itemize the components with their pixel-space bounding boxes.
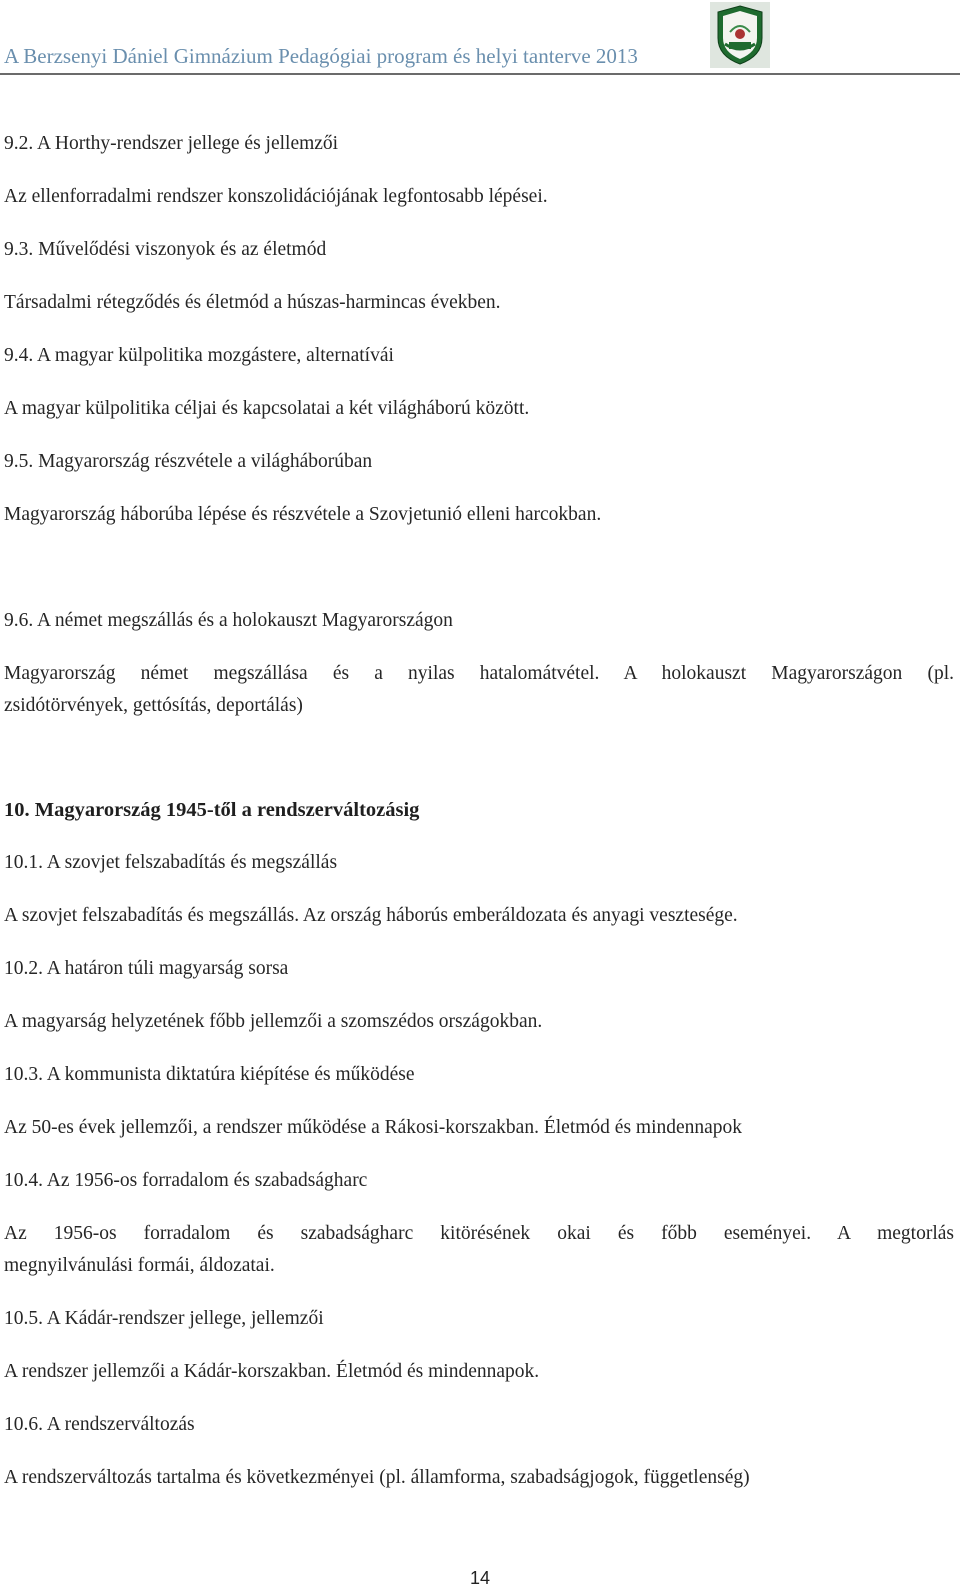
- section-9-5-title: 9.5. Magyarország részvétele a világháborúban: [4, 451, 373, 472]
- section-10-1-title: 10.1. A szovjet felszabadítás és megszállás: [4, 852, 338, 873]
- section-9-6-title: 9.6. A német megszállás és a holokauszt Magyarországon: [4, 610, 453, 631]
- section-9-4-text: A magyar külpolitika céljai és kapcsolatai a két világháború között.: [4, 398, 530, 419]
- section-10-3-title: 10.3. A kommunista diktatúra kiépítése és működése: [4, 1064, 415, 1085]
- section-9-5-text: Magyarország háborúba lépése és részvétele a Szovjetunió elleni harcokban.: [4, 504, 602, 525]
- section-9-6-text-line-2: zsidótörvények, gettósítás, deportálás): [4, 695, 303, 716]
- section-9-3-title: 9.3. Művelődési viszonyok és az életmód: [4, 239, 327, 260]
- section-10-5-title: 10.5. A Kádár-rendszer jellege, jellemzői: [4, 1308, 324, 1329]
- section-10-6-text: A rendszerváltozás tartalma és következményei (pl. államforma, szabadságjogok, függetlenség): [4, 1467, 750, 1488]
- section-10-4-text-line-1: Az 1956-os forradalom és szabadságharc kitörésének okai és főbb eseményei. A megtorlás: [4, 1223, 954, 1244]
- section-9-2-title: 9.2. A Horthy-rendszer jellege és jellemzői: [4, 133, 339, 154]
- section-10-5-text: A rendszer jellemzői a Kádár-korszakban. Életmód és mindennapok.: [4, 1361, 540, 1382]
- school-crest-icon: [710, 2, 770, 68]
- page-header: [0, 0, 960, 78]
- chapter-10-title: 10. Magyarország 1945-től a rendszerváltozásig: [4, 799, 420, 821]
- section-9-6-text-line-1: Magyarország német megszállása és a nyilas hatalomátvétel. A holokauszt Magyarországon (pl.: [4, 663, 954, 684]
- page-number: 14: [469, 1568, 491, 1588]
- header-title: A Berzsenyi Dániel Gimnázium Pedagógiai program és helyi tanterve 2013: [4, 44, 638, 68]
- header-divider: [0, 73, 960, 75]
- section-9-4-title: 9.4. A magyar külpolitika mozgástere, alternatívái: [4, 345, 394, 366]
- section-10-4-text-line-2: megnyilvánulási formái, áldozatai.: [4, 1255, 275, 1276]
- section-10-2-text: A magyarság helyzetének főbb jellemzői a szomszédos országokban.: [4, 1011, 543, 1032]
- section-10-1-text: A szovjet felszabadítás és megszállás. Az ország háborús emberáldozata és anyagi vesztesége.: [4, 905, 738, 926]
- section-9-2-text: Az ellenforradalmi rendszer konszolidációjának legfontosabb lépései.: [4, 186, 548, 207]
- section-10-2-title: 10.2. A határon túli magyarság sorsa: [4, 958, 289, 979]
- section-9-3-text: Társadalmi rétegződés és életmód a húszas-harmincas években.: [4, 292, 501, 313]
- section-10-6-title: 10.6. A rendszerváltozás: [4, 1414, 195, 1435]
- section-10-3-text: Az 50-es évek jellemzői, a rendszer működése a Rákosi-korszakban. Életmód és mindennapok: [4, 1117, 743, 1138]
- section-10-4-title: 10.4. Az 1956-os forradalom és szabadságharc: [4, 1170, 368, 1191]
